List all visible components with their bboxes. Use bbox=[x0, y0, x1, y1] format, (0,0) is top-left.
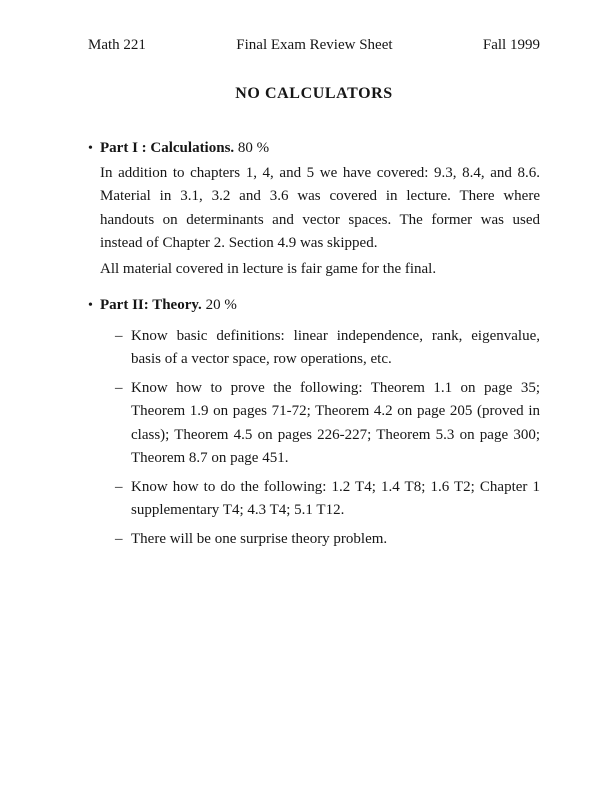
part-2-heading-label: Part II: Theory. bbox=[100, 297, 202, 313]
part-2-percent: 20 % bbox=[205, 297, 237, 313]
header-term: Fall 1999 bbox=[482, 37, 540, 53]
bullet-icon: • bbox=[88, 141, 93, 156]
list-item bbox=[115, 377, 540, 471]
page-content bbox=[88, 37, 540, 551]
part-2-heading bbox=[100, 294, 540, 318]
document-title: NO CALCULATORS bbox=[235, 85, 393, 102]
list-item bbox=[115, 528, 540, 552]
part-1-paragraph: All material covered in lecture is fair game for the final. bbox=[100, 260, 437, 277]
part-1-paragraph: In addition to chapters 1, 4, and 5 we have covered: 9.3, 8.4, and 8.6. Material in 3.1, 3.2 and 3.6 was covered in lecture. There where handouts on determinants and vector spaces. The former was used instead of Chapter 2. Section 4.9 was skipped. bbox=[100, 164, 540, 251]
bullet-icon: • bbox=[88, 298, 93, 313]
dash-icon: – bbox=[115, 379, 123, 396]
dash-icon: – bbox=[115, 478, 123, 495]
list-item bbox=[115, 325, 540, 372]
part-1-body bbox=[100, 137, 540, 281]
part-1-heading bbox=[100, 137, 540, 161]
part-1-heading-label: Part I : Calculations. bbox=[100, 140, 235, 156]
list-item-text: Know basic definitions: linear independence, rank, eigenvalue, basis of a vector space, row operations, etc. bbox=[131, 327, 540, 367]
list-item bbox=[115, 476, 540, 523]
list-item-text: Know how to prove the following: Theorem 1.1 on page 35; Theorem 1.9 on pages 71-72; Theorem 4.2 on page 205 (proved in class); Theorem 4.5 on pages 226-227; Theorem 5.3 on page 300; Theorem 8.7 on page 451. bbox=[131, 379, 540, 466]
dash-icon: – bbox=[115, 530, 123, 547]
dash-icon: – bbox=[115, 327, 123, 344]
part-1 bbox=[88, 137, 540, 281]
part-1-percent: 80 % bbox=[237, 140, 270, 156]
parts-list bbox=[88, 137, 540, 551]
page-header bbox=[88, 37, 540, 53]
part-2 bbox=[88, 294, 540, 551]
part-2-body bbox=[100, 294, 540, 551]
list-item-text: There will be one surprise theory problem. bbox=[131, 530, 388, 547]
part-2-sublist bbox=[100, 325, 540, 552]
header-course: Math 221 bbox=[88, 37, 146, 53]
list-item-text: Know how to do the following: 1.2 T4; 1.4 T8; 1.6 T2; Chapter 1 supplementary T4; 4.3 T4; 5.1 T12. bbox=[131, 478, 540, 518]
header-title: Final Exam Review Sheet bbox=[236, 37, 393, 53]
